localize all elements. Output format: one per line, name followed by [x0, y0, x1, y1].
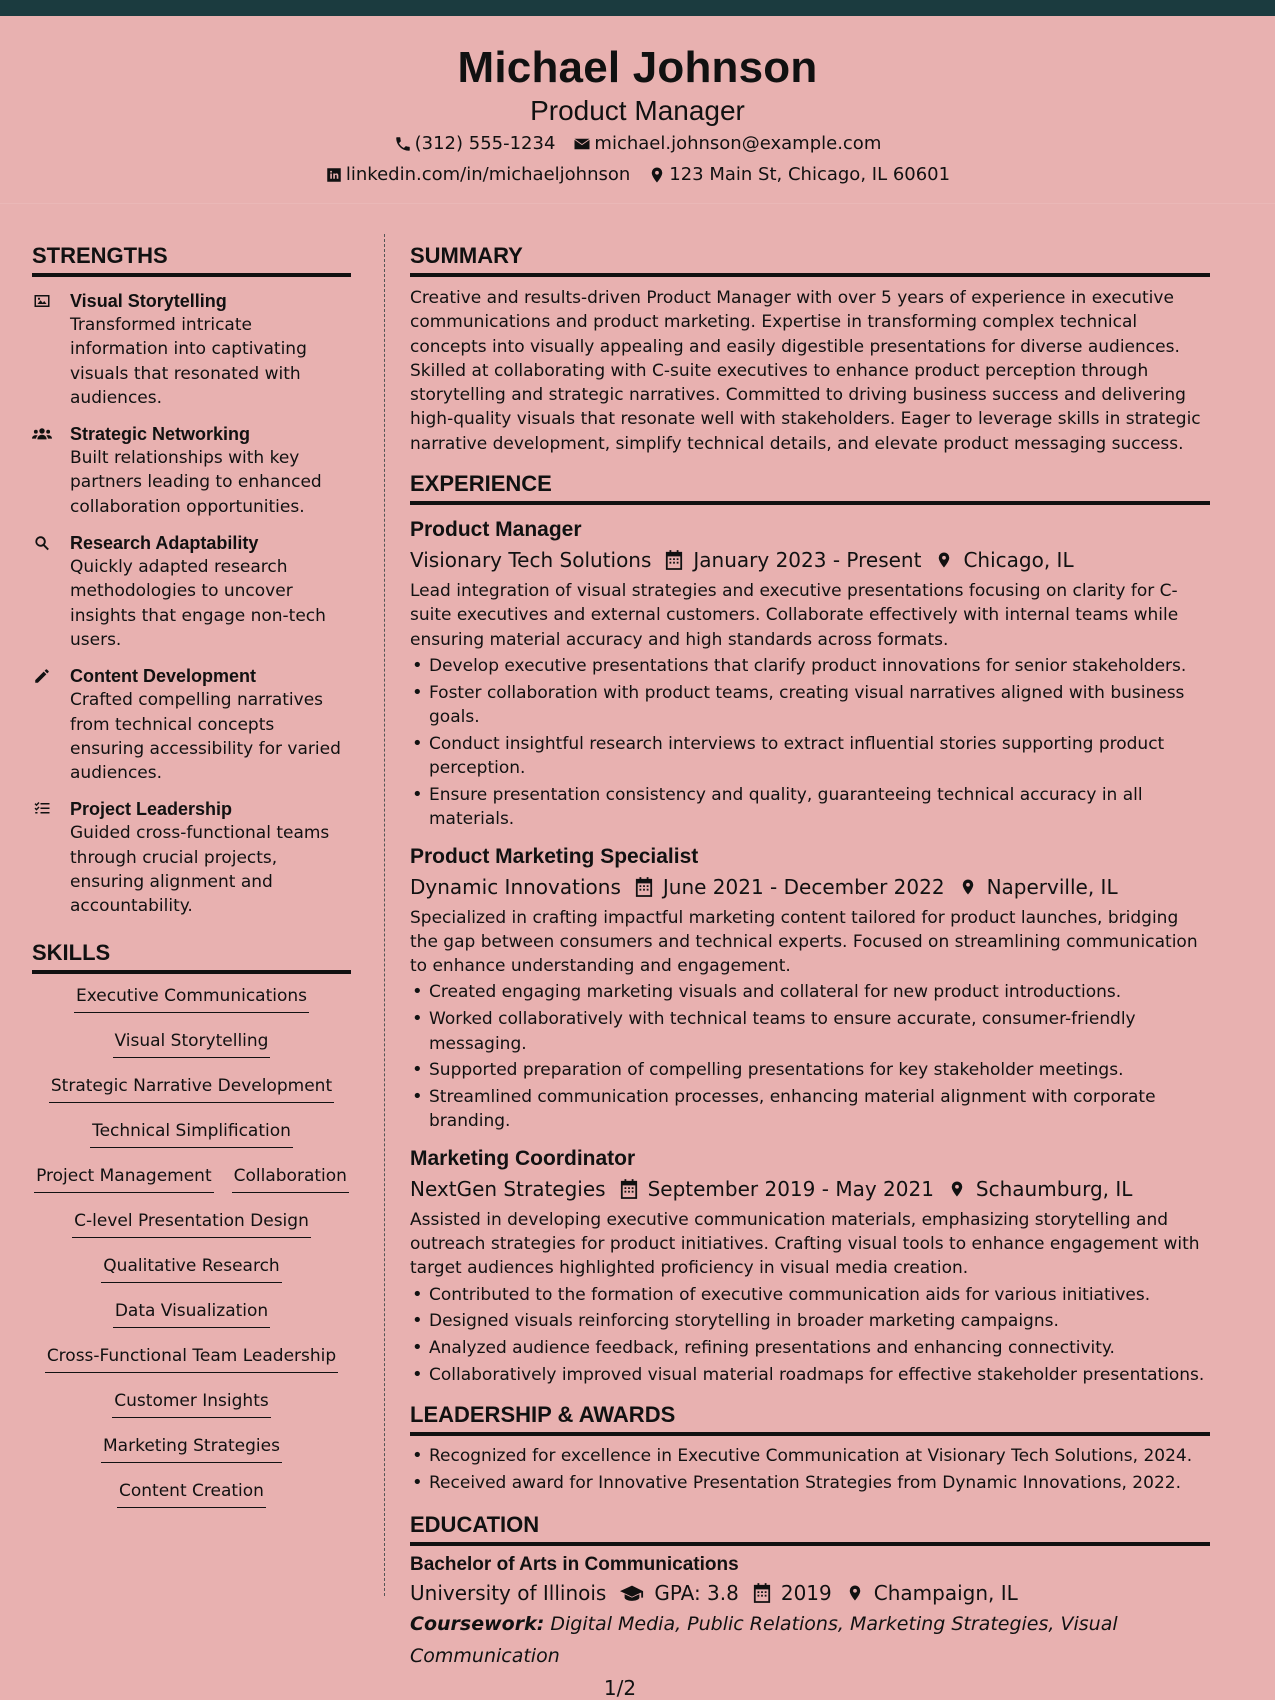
job-dates: September 2019 - May 2021 — [647, 1176, 934, 1201]
job-bullets — [410, 980, 1210, 1133]
contact-row-1 — [0, 128, 1275, 159]
calendar-icon — [620, 1179, 638, 1199]
list-item: • Worked collaboratively with technical teams to ensure accurate, consumer-friendly messaging. — [410, 1007, 1210, 1056]
map-pin-icon — [846, 1583, 864, 1603]
address-text: 123 Main St, Chicago, IL 60601 — [669, 164, 951, 185]
job-entry — [410, 842, 1210, 1134]
skill-tag: Cross-Functional Team Leadership — [45, 1344, 338, 1373]
top-bar — [0, 0, 1275, 16]
contact-row-2 — [0, 159, 1275, 190]
list-item: • Develop executive presentations that clarify product innovations for senior stakeholders. — [410, 654, 1210, 678]
strengths-heading: STRENGTHS — [32, 242, 351, 277]
strength-item — [32, 664, 352, 785]
job-entry — [410, 1144, 1210, 1388]
strength-desc: Built relationships with key partners leading to enhanced collaboration opportunities. — [70, 448, 322, 517]
candidate-title: Product Manager — [530, 95, 745, 126]
skill-tag: Content Creation — [117, 1479, 266, 1508]
strength-item — [32, 531, 352, 652]
users-icon — [32, 425, 52, 443]
coursework — [410, 1608, 1210, 1672]
job-meta — [410, 872, 1210, 902]
calendar-icon — [753, 1583, 771, 1603]
phone-contact — [394, 128, 556, 159]
list-item: • Streamlined communication processes, enhancing material alignment with corporate branding. — [410, 1085, 1210, 1134]
job-title: Product Manager — [410, 518, 582, 542]
graduation-cap-icon — [620, 1583, 644, 1603]
company: Visionary Tech Solutions — [410, 548, 652, 573]
list-check-icon — [32, 800, 52, 818]
education-heading: EDUCATION — [410, 1511, 1210, 1546]
list-item: • Contributed to the formation of executive communication aids for various initiatives. — [410, 1283, 1210, 1307]
strength-desc: Quickly adapted research methodologies to uncover insights that engage non-tech users. — [70, 557, 326, 650]
list-item: • Conduct insightful research interviews to extract influential stories supporting product perception. — [410, 732, 1210, 781]
graduation-year: 2019 — [780, 1581, 832, 1606]
job-bullets — [410, 1283, 1210, 1388]
candidate-name: Michael Johnson — [457, 43, 818, 92]
linkedin-text[interactable]: linkedin.com/in/michaeljohnson — [345, 164, 631, 185]
job-dates: June 2021 - December 2022 — [662, 874, 945, 899]
strength-desc: Transformed intricate information into captivating visuals that resonated with audiences. — [70, 315, 307, 408]
list-item: • Created engaging marketing visuals and collateral for new product introductions. — [410, 980, 1210, 1004]
map-pin-icon — [935, 550, 953, 570]
image-icon — [32, 292, 52, 310]
job-description: Assisted in developing executive communication materials, emphasizing storytelling and outreach strategies for product initiatives. Crafting visual tools to enhance engagement with target audiences highlighted proficiency in visual media creation. — [410, 1209, 1200, 1279]
school-location: Champaign, IL — [873, 1581, 1018, 1606]
list-item: • Received award for Innovative Presentation Strategies from Dynamic Innovations, 2022. — [410, 1471, 1210, 1495]
map-pin-icon — [959, 877, 977, 897]
skills-heading: SKILLS — [32, 939, 351, 974]
strength-desc: Guided cross-functional teams through crucial projects, ensuring alignment and accountability. — [70, 823, 330, 917]
calendar-icon — [665, 550, 683, 570]
skill-tag: Customer Insights — [112, 1389, 270, 1418]
strength-item — [32, 797, 352, 918]
coursework-text: Digital Media, Public Relations, Marketing Strategies, Visual Communication — [410, 1613, 1118, 1668]
job-meta — [410, 1174, 1210, 1204]
email-contact[interactable] — [573, 128, 881, 159]
map-pin-icon — [648, 166, 666, 184]
skill-tag: Project Management — [34, 1164, 214, 1193]
search-icon — [32, 534, 52, 552]
school-name: University of Illinois — [410, 1581, 607, 1606]
page-number: 1/2 — [603, 1676, 637, 1700]
skill-tag: Data Visualization — [113, 1299, 270, 1328]
strength-item — [32, 289, 352, 410]
pencil-icon — [32, 667, 52, 685]
skill-tag: Executive Communications — [74, 984, 309, 1013]
linkedin-icon — [325, 166, 343, 184]
job-bullets — [410, 654, 1210, 832]
awards-heading: LEADERSHIP & AWARDS — [410, 1401, 1210, 1436]
column-divider — [384, 234, 385, 1596]
job-description: Specialized in crafting impactful marketing content tailored for product launches, bridging the gap between consumers and technical experts. Focused on streamlining communication to enhance understanding and engagement. — [410, 907, 1198, 977]
education-meta — [410, 1578, 1210, 1608]
summary-text: Creative and results-driven Product Manager with over 5 years of experience in executive communications and product marketing. Expertise in transforming complex technical concepts into visually appealing and easily digestible presentations for diverse audiences. Skilled at collaborating with C-suite executives to enhance product perception through storytelling and strategic narratives. Committed to driving business success and delivering high-quality visuals that resonate well with stakeholders. Eager to leverage skills in strategic narrative development, simplify technical details, and elevate product messaging success. — [410, 288, 1201, 454]
skill-tag: Strategic Narrative Development — [49, 1074, 334, 1103]
address-contact — [648, 159, 950, 190]
summary-heading: SUMMARY — [410, 242, 1210, 277]
right-column — [410, 232, 1210, 1700]
skill-tag: Collaboration — [232, 1164, 349, 1193]
list-item: • Foster collaboration with product teams, creating visual narratives aligned with business goals. — [410, 681, 1210, 730]
strength-title: Research Adaptability — [70, 533, 259, 554]
strength-title: Content Development — [70, 666, 257, 687]
job-title: Marketing Coordinator — [410, 1146, 636, 1170]
list-item: • Designed visuals reinforcing storytelling in broader marketing campaigns. — [410, 1309, 1210, 1333]
envelope-icon — [573, 135, 591, 153]
email-text[interactable]: michael.johnson@example.com — [594, 133, 882, 154]
linkedin-contact[interactable] — [325, 159, 630, 190]
job-meta — [410, 545, 1210, 575]
job-location: Chicago, IL — [963, 548, 1074, 573]
skill-tag: Qualitative Research — [101, 1254, 281, 1283]
skills-list — [32, 984, 351, 1524]
company: Dynamic Innovations — [410, 874, 621, 899]
left-column — [0, 232, 352, 1700]
list-item: • Collaboratively improved visual material roadmaps for effective stakeholder presentations. — [410, 1363, 1210, 1387]
strength-title: Strategic Networking — [70, 424, 251, 445]
awards-list — [410, 1444, 1210, 1495]
job-entry — [410, 515, 1210, 831]
phone-text: (312) 555-1234 — [414, 133, 556, 154]
phone-icon — [394, 135, 412, 153]
list-item: • Recognized for excellence in Executive Communication at Visionary Tech Solutions, 2024. — [410, 1444, 1210, 1468]
job-location: Naperville, IL — [986, 874, 1118, 899]
degree-title: Bachelor of Arts in Communications — [410, 1554, 739, 1576]
strength-item — [32, 422, 352, 519]
strength-title: Project Leadership — [70, 799, 233, 820]
strength-desc: Crafted compelling narratives from technical concepts ensuring accessibility for varied audiences. — [70, 690, 341, 784]
coursework-label: Coursework: — [410, 1613, 545, 1636]
job-location: Schaumburg, IL — [975, 1176, 1133, 1201]
skill-tag: Technical Simplification — [90, 1119, 293, 1148]
skill-tag: Marketing Strategies — [101, 1434, 282, 1463]
company: NextGen Strategies — [410, 1176, 606, 1201]
list-item: • Supported preparation of compelling presentations for key stakeholder meetings. — [410, 1058, 1210, 1082]
job-title: Product Marketing Specialist — [410, 844, 699, 868]
strength-title: Visual Storytelling — [70, 291, 227, 311]
map-pin-icon — [948, 1179, 966, 1199]
job-dates: January 2023 - Present — [693, 548, 922, 573]
list-item: • Analyzed audience feedback, refining presentations and enhancing connectivity. — [410, 1336, 1210, 1360]
gpa: GPA: 3.8 — [654, 1581, 739, 1606]
list-item: • Ensure presentation consistency and quality, guaranteeing technical accuracy in all materials. — [410, 783, 1210, 832]
resume-body — [0, 204, 1275, 1700]
job-description: Lead integration of visual strategies and executive presentations focusing on clarity for C-suite executives and external customers. Collaborate effectively with internal teams while ensuring material accuracy and high standards across formats. — [410, 581, 1179, 650]
skill-tag: C-level Presentation Design — [72, 1209, 311, 1238]
experience-heading: EXPERIENCE — [410, 470, 1210, 505]
resume-header — [0, 16, 1275, 204]
calendar-icon — [635, 877, 653, 897]
skill-tag: Visual Storytelling — [113, 1029, 271, 1058]
